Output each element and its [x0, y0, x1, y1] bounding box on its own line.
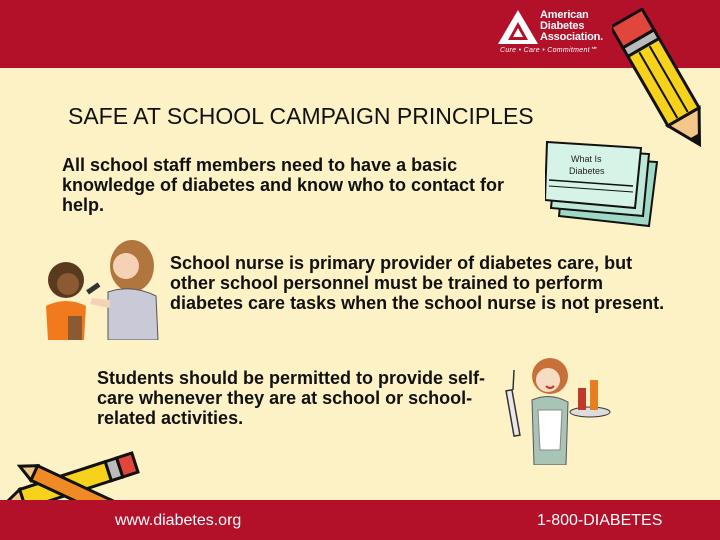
logo-line-1: American [540, 9, 589, 21]
booklet-clipart-icon [545, 140, 665, 230]
nurse-syringe-clipart-icon [502, 350, 612, 465]
footer-website: www.diabetes.org [115, 512, 242, 529]
ada-logo [498, 6, 618, 64]
booklet-line-1: What Is [571, 154, 602, 164]
bullet-student-self-care: Students should be permitted to provide self-care whenever they are at school or school-related activities. [97, 368, 486, 428]
logo-tagline: Cure • Care • Commitment℠ [500, 47, 598, 54]
logo-wordmark [540, 10, 603, 43]
booklet-line-2: Diabetes [569, 166, 605, 176]
footer-phone: 1-800-DIABETES [537, 512, 663, 529]
bullet-staff-knowledge: All school staff members need to have a basic knowledge of diabetes and know who to contact for help. [62, 155, 505, 215]
logo-line-2: Diabetes [540, 20, 585, 32]
bullet-school-nurse: School nurse is primary provider of diabetes care, but other school personnel must be trained to perform diabetes care tasks when the school nurse is not present. [170, 253, 665, 313]
triangle-logo-icon [498, 10, 538, 44]
pencil-clipart-icon [612, 8, 716, 158]
slide-title: SAFE AT SCHOOL CAMPAIGN PRINCIPLES [68, 103, 534, 129]
logo-line-3: Association. [540, 31, 604, 43]
nurse-student-clipart-icon [38, 236, 163, 340]
